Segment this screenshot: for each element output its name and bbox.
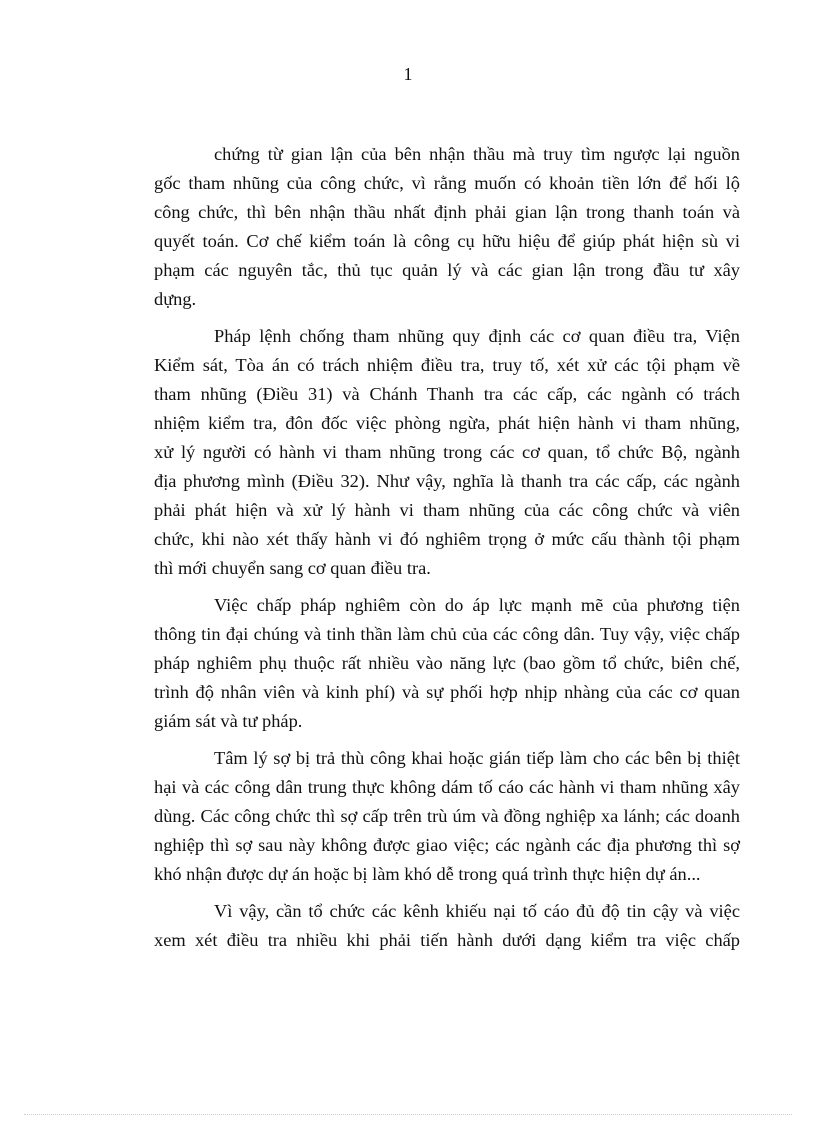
text-line: Việc chấp pháp nghiêm còn do áp lực mạnh mẽ của phương tiện (214, 595, 740, 615)
paragraph-1 (154, 140, 740, 314)
page-bottom-rule (24, 1114, 792, 1115)
paragraph-3 (154, 591, 740, 736)
text-line: hại và các công dân trung thực không dám tố cáo các hành vi tham nhũng xây (154, 777, 740, 797)
paragraph-5 (154, 897, 740, 955)
text-line: giám sát và tư pháp. (154, 711, 303, 731)
text-line: nhiệm kiểm tra, đôn đốc việc phòng ngừa, phát hiện hành vi tham nhũng, (154, 413, 740, 433)
text-line: Pháp lệnh chống tham nhũng quy định các cơ quan điều tra, Viện (214, 326, 740, 346)
text-line: nghiệp thì sợ sau này không được giao việc; các ngành các địa phương thì sợ (154, 835, 740, 855)
text-line: dùng. Các công chức thì sợ cấp trên trù úm và đồng nghiệp xa lánh; các doanh (154, 806, 740, 826)
text-line: dựng. (154, 289, 197, 309)
text-line: gốc tham nhũng của công chức, vì rằng muốn có khoản tiền lớn để hối lộ (154, 173, 740, 193)
text-line: tham nhũng (Điều 31) và Chánh Thanh tra các cấp, các ngành có trách (154, 384, 740, 404)
text-line: Kiểm sát, Tòa án có trách nhiệm điều tra, truy tố, xét xử các tội phạm về (154, 355, 740, 375)
text-line: xử lý người có hành vi tham nhũng trong các cơ quan, tổ chức Bộ, ngành (154, 442, 740, 462)
text-line: Vì vậy, cần tổ chức các kênh khiếu nại tố cáo đủ độ tin cậy và việc (214, 901, 740, 921)
document-body (154, 140, 740, 955)
text-line: công chức, thì bên nhận thầu nhất định phải gian lận trong thanh toán và (154, 202, 740, 222)
text-line: chức, khi nào xét thấy hành vi đó nghiêm trọng ở mức cấu thành tội phạm (154, 529, 740, 549)
page-number: 1 (403, 64, 413, 84)
text-line: Tâm lý sợ bị trả thù công khai hoặc gián tiếp làm cho các bên bị thiệt (214, 748, 740, 768)
text-line: phải phát hiện và xử lý hành vi tham nhũng của các công chức và viên (154, 500, 740, 520)
paragraph-4 (154, 744, 740, 889)
text-line: chứng từ gian lận của bên nhận thầu mà truy tìm ngược lại nguồn (214, 144, 740, 164)
text-line: trình độ nhân viên và kinh phí) và sự phối hợp nhịp nhàng của các cơ quan (154, 682, 740, 702)
paragraph-2 (154, 322, 740, 583)
text-line: thì mới chuyển sang cơ quan điều tra. (154, 558, 431, 578)
text-line: xem xét điều tra nhiều khi phải tiến hành dưới dạng kiểm tra việc chấp (154, 930, 740, 950)
text-line: phạm các nguyên tắc, thủ tục quản lý và các gian lận trong đầu tư xây (154, 260, 740, 280)
text-line: khó nhận được dự án hoặc bị làm khó dễ trong quá trình thực hiện dự án... (154, 864, 701, 884)
text-line: địa phương mình (Điều 32). Như vậy, nghĩa là thanh tra các cấp, các ngành (154, 471, 740, 491)
text-line: quyết toán. Cơ chế kiểm toán là công cụ hữu hiệu để giúp phát hiện sù vi (154, 231, 740, 251)
text-line: thông tin đại chúng và tinh thần làm chủ của các công dân. Tuy vậy, việc chấp (154, 624, 740, 644)
text-line: pháp nghiêm phụ thuộc rất nhiều vào năng lực (bao gồm tổ chức, biên chế, (154, 653, 740, 673)
